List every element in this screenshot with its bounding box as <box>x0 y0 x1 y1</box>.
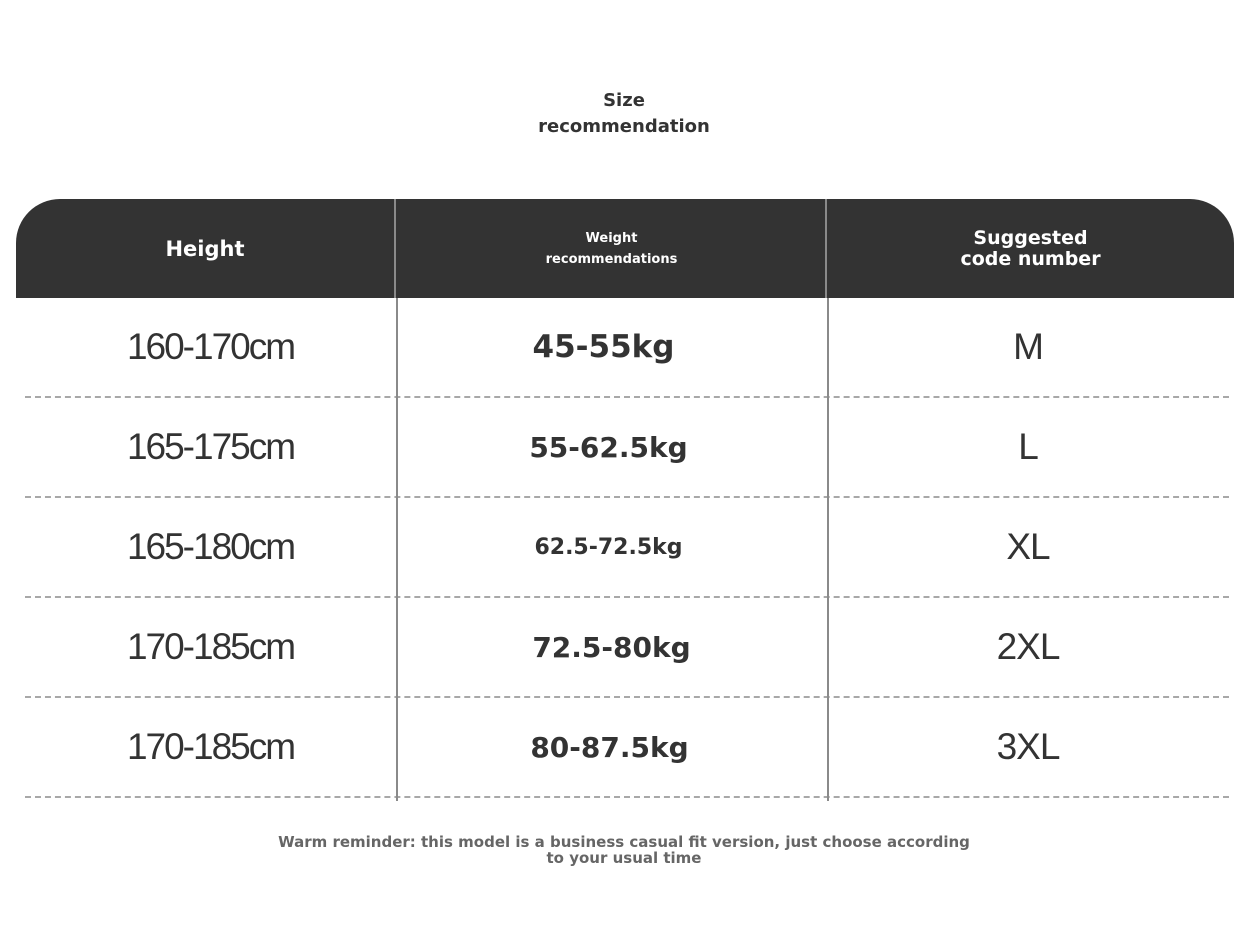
size-value: XL <box>1006 526 1050 567</box>
height-value: 165-175cm <box>126 426 295 467</box>
height-value: 160-170cm <box>126 326 295 367</box>
table-row <box>25 698 1229 798</box>
table-row <box>25 598 1229 698</box>
note-line-2: to your usual time <box>546 849 702 867</box>
header-weight-line-2: recommendations <box>545 251 678 267</box>
table-row <box>25 498 1229 598</box>
size-value: 3XL <box>996 726 1060 767</box>
warm-reminder-note <box>0 834 1248 866</box>
weight-value: 80-87.5kg <box>530 730 689 764</box>
table-body <box>16 298 1234 798</box>
column-divider-2 <box>827 298 829 801</box>
title-line-1: Size <box>603 90 645 111</box>
header-weight <box>396 199 827 298</box>
header-size <box>827 199 1234 298</box>
page-title <box>0 88 1248 140</box>
height-value: 170-185cm <box>126 726 295 767</box>
header-size-line-1: Suggested <box>973 226 1088 249</box>
table-header <box>16 199 1234 298</box>
weight-value: 45-55kg <box>532 329 675 365</box>
height-value: 170-185cm <box>126 626 295 667</box>
title-line-2: recommendation <box>538 116 710 137</box>
height-value: 165-180cm <box>126 526 295 567</box>
table-row <box>25 398 1229 498</box>
header-size-line-2: code number <box>960 247 1101 270</box>
header-height <box>16 199 396 298</box>
size-table <box>16 199 1234 798</box>
weight-value: 55-62.5kg <box>529 430 688 464</box>
header-height-label: Height <box>165 236 245 261</box>
weight-value: 62.5-72.5kg <box>534 534 683 560</box>
header-weight-line-1: Weight <box>585 230 638 246</box>
weight-value: 72.5-80kg <box>532 630 691 664</box>
column-divider-1 <box>396 298 398 801</box>
size-value: M <box>1013 326 1043 367</box>
table-row <box>25 298 1229 398</box>
size-value: 2XL <box>996 626 1060 667</box>
size-value: L <box>1018 426 1038 467</box>
note-line-1: Warm reminder: this model is a business casual fit version, just choose according <box>278 833 970 851</box>
